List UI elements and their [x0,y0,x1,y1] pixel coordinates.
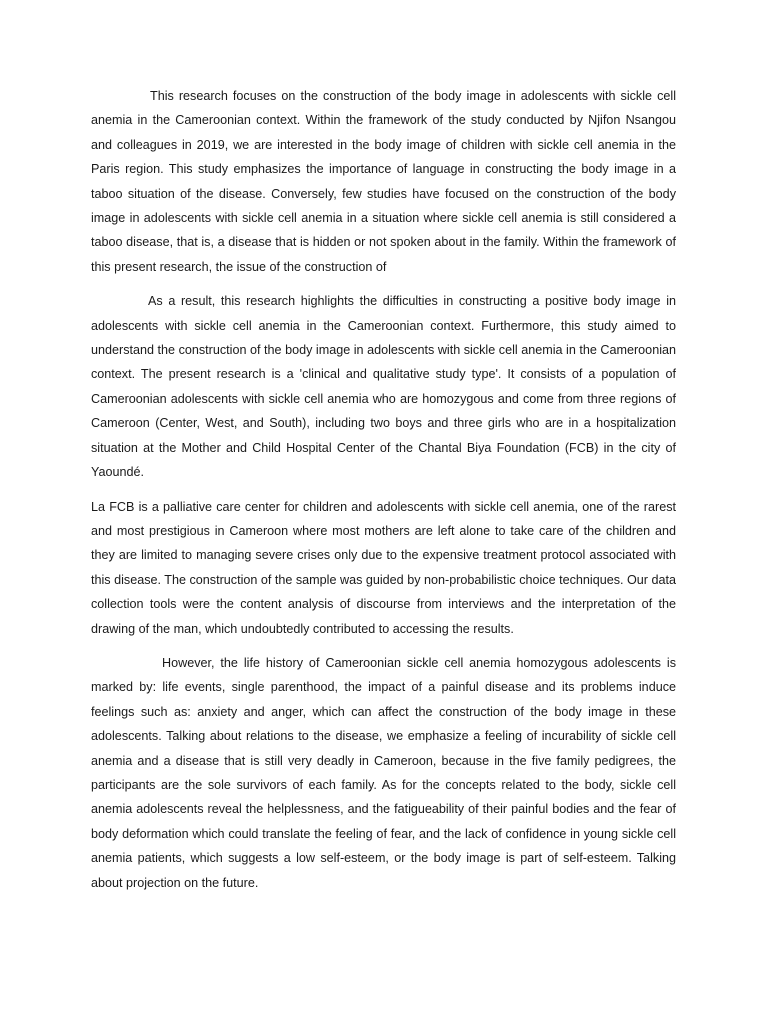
paragraph-4: However, the life history of Cameroonian sickle cell anemia homozygous adolescents is marked by: life events, single parenthood, the impact of a painful disease and its problems induce feelings such as: anxiety and anger, which can affect the construction of the body image in these adolescents. Talking about relations to the disease, we emphasize a feeling of incurability of sickle cell anemia and a disease that is still very deadly in Cameroon, because in the five family pedigrees, the participants are the sole survivors of each family. As for the concepts related to the body, sickle cell anemia adolescents reveal the helplessness, and the fatigueability of their painful bodies and the fear of body deformation which could translate the feeling of fear, and the lack of confidence in young sickle cell anemia patients, which suggests a low self-esteem, or the body image is part of self-esteem. Talking about projection on the future. [91,655,676,890]
paragraph-3: La FCB is a palliative care center for children and adolescents with sickle cell anemia, one of the rarest and most prestigious in Cameroon where most mothers are left alone to take care of the children and they are limited to managing severe crises only due to the expensive treatment protocol associated with this disease. The construction of the sample was guided by non-probabilistic choice techniques. Our data collection tools were the content analysis of discourse from interviews and the interpretation of the drawing of the man, which undoubtedly contributed to accessing the results. [91,499,677,636]
paragraph-2: As a result, this research highlights the difficulties in constructing a positive body image in adolescents with sickle cell anemia in the Cameroonian context. Furthermore, this study aimed to understand the construction of the body image in adolescents with sickle cell anemia in the Cameroonian context. The present research is a 'clinical and qualitative study type'. It consists of a population of Cameroonian adolescents with sickle cell anemia who are homozygous and come from three regions of Cameroon (Center, West, and South), including two boys and three girls who are in a hospitalization situation at the Mother and Child Hospital Center of the Chantal Biya Foundation (FCB) in the city of Yaoundé. [91,294,676,480]
document-body [91,84,676,905]
paragraph-1: This research focuses on the construction of the body image in adolescents with sickle cell anemia in the Cameroonian context. Within the framework of the study conducted by Njifon Nsangou and colleagues in 2019, we are interested in the body image of children with sickle cell anemia in the Paris region. This study emphasizes the importance of language in constructing the body image in a taboo situation of the disease. Conversely, few studies have focused on the construction of the body image in adolescents with sickle cell anemia in a situation where sickle cell anemia is still considered a taboo disease, that is, a disease that is hidden or not spoken about in the family. Within the framework of this present research, the issue of the construction of [91,89,676,274]
